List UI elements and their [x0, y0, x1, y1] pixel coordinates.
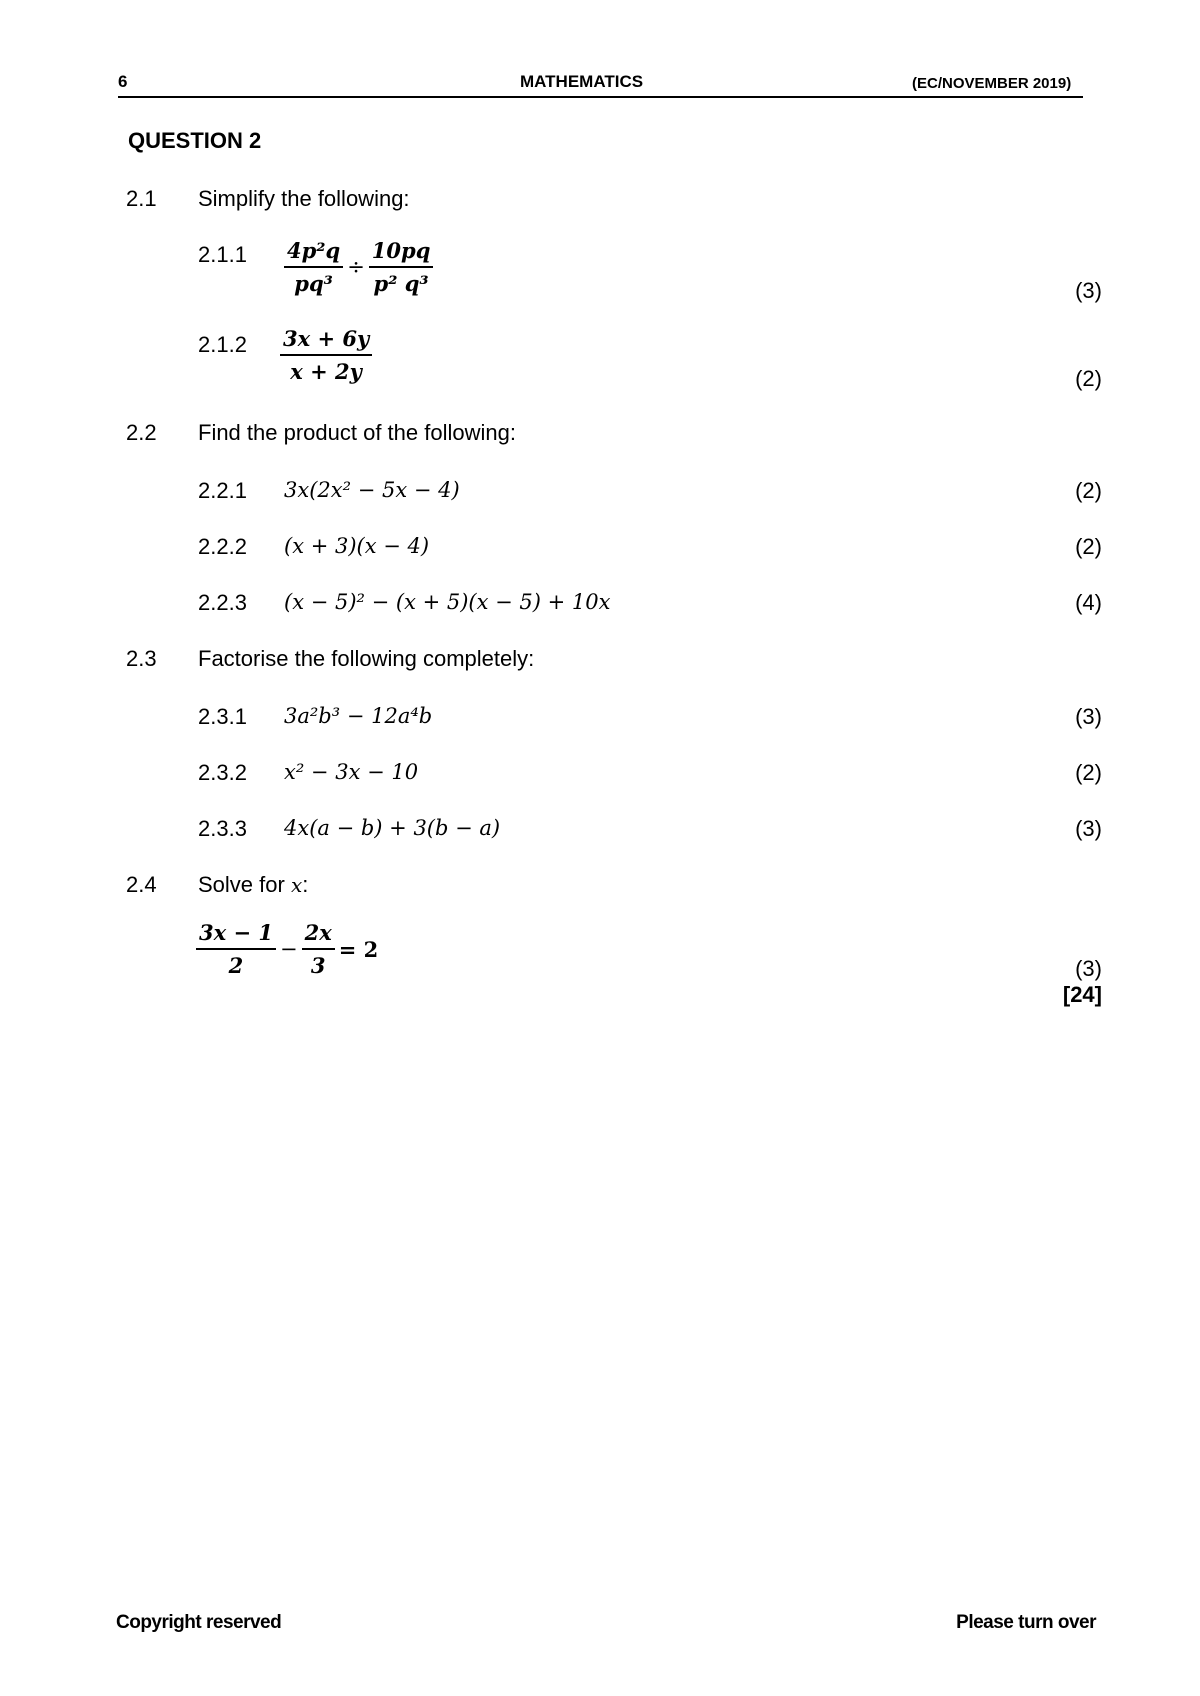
numerator: 3x − 1	[196, 920, 276, 950]
exam-label: (EC/NOVEMBER 2019)	[912, 75, 1072, 92]
section-instruction: Find the product of the following:	[198, 420, 516, 445]
variable: x	[290, 873, 303, 897]
marks: (2)	[1075, 760, 1102, 785]
denominator: 2	[228, 953, 244, 978]
footer-copyright: Copyright reserved	[116, 1612, 282, 1633]
item-number: 2.1.2	[198, 332, 247, 357]
fraction	[302, 920, 335, 978]
fraction	[284, 238, 343, 296]
expression: 4x(a − b) + 3(b − a)	[284, 816, 501, 840]
operator: ÷	[347, 255, 365, 279]
fraction	[196, 920, 276, 978]
marks: (4)	[1075, 590, 1102, 615]
marks: (2)	[1075, 366, 1102, 391]
expression: (x + 3)(x − 4)	[284, 534, 430, 558]
item-number: 2.3.1	[198, 704, 247, 729]
subject-title: MATHEMATICS	[520, 72, 644, 91]
equation	[196, 920, 382, 978]
denominator: x + 2y	[290, 359, 362, 384]
page-number: 6	[118, 72, 128, 91]
section-number: 2.2	[126, 420, 157, 445]
item-number: 2.1.1	[198, 242, 247, 267]
marks: (3)	[1075, 278, 1102, 303]
expression: (x − 5)² − (x + 5)(x − 5) + 10x	[284, 590, 611, 614]
numerator: 10pq	[369, 238, 434, 268]
fraction	[369, 238, 434, 296]
colon: :	[302, 872, 309, 897]
footer-turn-over: Please turn over	[956, 1612, 1096, 1633]
header-rule	[118, 96, 1083, 98]
section-instruction: Factorise the following completely:	[198, 646, 535, 671]
fraction	[280, 326, 372, 384]
section-instruction: Simplify the following:	[198, 186, 410, 211]
marks: (3)	[1075, 816, 1102, 841]
operator: −	[279, 937, 298, 961]
item-number: 2.3.2	[198, 760, 247, 785]
question-title: QUESTION 2	[128, 128, 262, 153]
marks: (3)	[1075, 704, 1102, 729]
item-number: 2.2.3	[198, 590, 247, 615]
denominator: pq³	[294, 271, 333, 296]
denominator: 3	[310, 953, 326, 978]
right-hand-side: = 2	[338, 936, 379, 962]
section-number: 2.4	[126, 872, 157, 897]
total-marks: [24]	[1062, 982, 1102, 1007]
marks: (2)	[1075, 534, 1102, 559]
denominator: p² q³	[373, 271, 429, 296]
expression	[280, 326, 372, 384]
marks: (2)	[1075, 478, 1102, 503]
numerator: 3x + 6y	[280, 326, 372, 356]
instruction-text: Solve for	[198, 872, 285, 897]
item-number: 2.2.2	[198, 534, 247, 559]
numerator: 2x	[302, 920, 335, 950]
section-number: 2.3	[126, 646, 157, 671]
expression: 3x(2x² − 5x − 4)	[284, 478, 460, 502]
expression	[284, 238, 433, 296]
section-number: 2.1	[126, 186, 157, 211]
expression: x² − 3x − 10	[284, 760, 419, 784]
expression: 3a²b³ − 12a⁴b	[284, 704, 433, 728]
marks: (3)	[1075, 956, 1102, 981]
item-number: 2.3.3	[198, 816, 247, 841]
numerator: 4p²q	[284, 238, 343, 268]
item-number: 2.2.1	[198, 478, 247, 503]
section-instruction	[198, 872, 308, 898]
